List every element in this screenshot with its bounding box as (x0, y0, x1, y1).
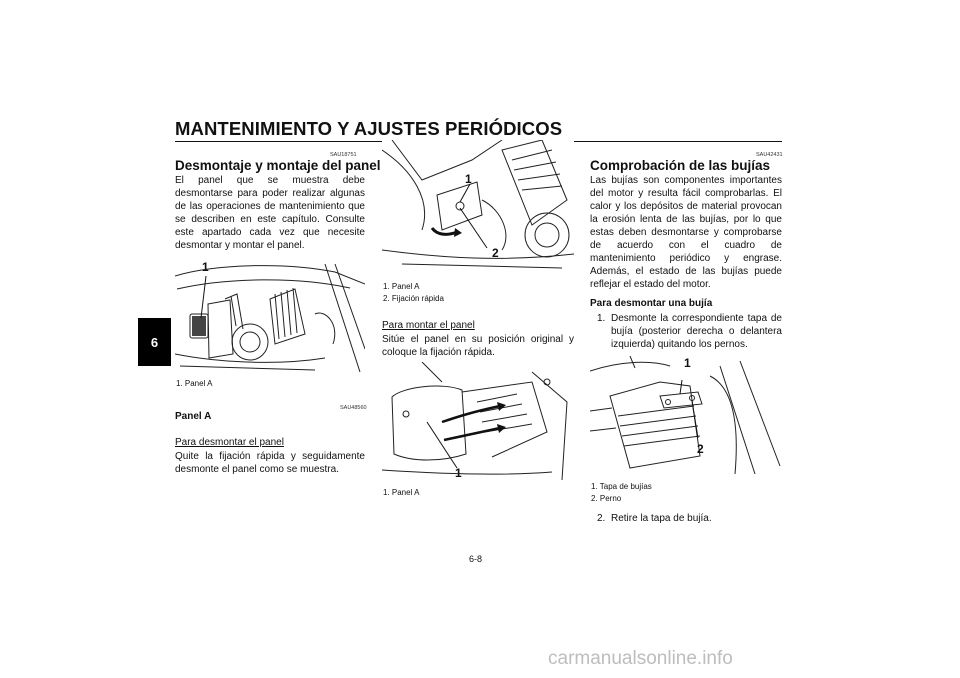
page-number: 6-8 (469, 554, 483, 564)
figure1-caption: 1. Panel A (176, 379, 213, 388)
step-2 (597, 512, 782, 526)
spark-plug-heading: Comprobación de las bujías (590, 158, 771, 173)
step-1 (597, 312, 782, 352)
figure2-caption-2: 2. Fijación rápida (383, 294, 444, 303)
fastener-illustration (382, 140, 574, 272)
figure-panel-install (382, 362, 574, 480)
remove-spark-plug-subheading: Para desmontar una bujía (590, 298, 713, 309)
spark-plug-intro: Las bujías son componentes importantes del motor y resulta fácil comprobarlas. El calor y los depósitos de material provocan la erosión lenta de las bujías, por lo que estas deben desmontarse y comprobarse de acuerdo con el cuadro de mantenimiento periódico y engrase. Además, el estado de las bujías puede reflejar el estado del motor. (590, 175, 782, 290)
step-2-text: Retire la tapa de bujía. (611, 513, 712, 524)
figure4-caption-1: 1. Tapa de bujías (591, 482, 652, 491)
remove-panel-label: Para desmontar el panel (175, 437, 284, 448)
subheading-panel-a: Panel A (175, 411, 212, 422)
figure4-callout-1: 1 (684, 356, 691, 370)
section-code-panel-a: SAU48560 (340, 405, 367, 411)
figure4-caption-2: 2. Perno (591, 494, 622, 503)
section-code: SAU18751 (330, 152, 357, 158)
section-code-spark-plugs: SAU42431 (756, 152, 783, 158)
intro-paragraph: El panel que se muestra debe desmontarse para poder realizar algunas de las operaciones de mantenimiento que se describen en este capítulo. Consulte este apartado cada vez que necesite desmontar y montar el panel. (175, 175, 365, 251)
panel-install-illustration (382, 362, 574, 480)
watermark: carmanualsonline.info (548, 648, 733, 669)
figure4-callout-2: 2 (697, 442, 704, 456)
figure-spark-plug-cap (590, 356, 782, 474)
step-1-number: 1. (597, 313, 606, 324)
figure3-callout-1: 1 (455, 466, 462, 480)
section-heading: Desmontaje y montaje del panel (175, 158, 381, 173)
page-title: MANTENIMIENTO Y AJUSTES PERIÓDICOS (175, 118, 563, 139)
install-panel-label: Para montar el panel (382, 320, 475, 331)
step-1-text: Desmonte la correspondiente tapa de bujía (posterior derecha o delantera izquierda) quitando los pernos. (611, 313, 782, 350)
figure2-callout-1: 1 (465, 172, 472, 186)
figure2-caption-1: 1. Panel A (383, 282, 420, 291)
figure1-callout-1: 1 (202, 260, 209, 274)
spark-plug-cap-illustration (590, 356, 782, 474)
figure3-caption: 1. Panel A (383, 488, 420, 497)
chapter-tab: 6 (138, 318, 171, 366)
figure2-callout-2: 2 (492, 246, 499, 260)
step-2-number: 2. (597, 513, 606, 524)
remove-panel-text: Quite la fijación rápida y seguidamente desmonte el panel como se muestra. (175, 451, 365, 475)
figure-quick-fastener (382, 140, 574, 272)
install-panel-text: Sitúe el panel en su posición original y coloque la fijación rápida. (382, 334, 574, 358)
